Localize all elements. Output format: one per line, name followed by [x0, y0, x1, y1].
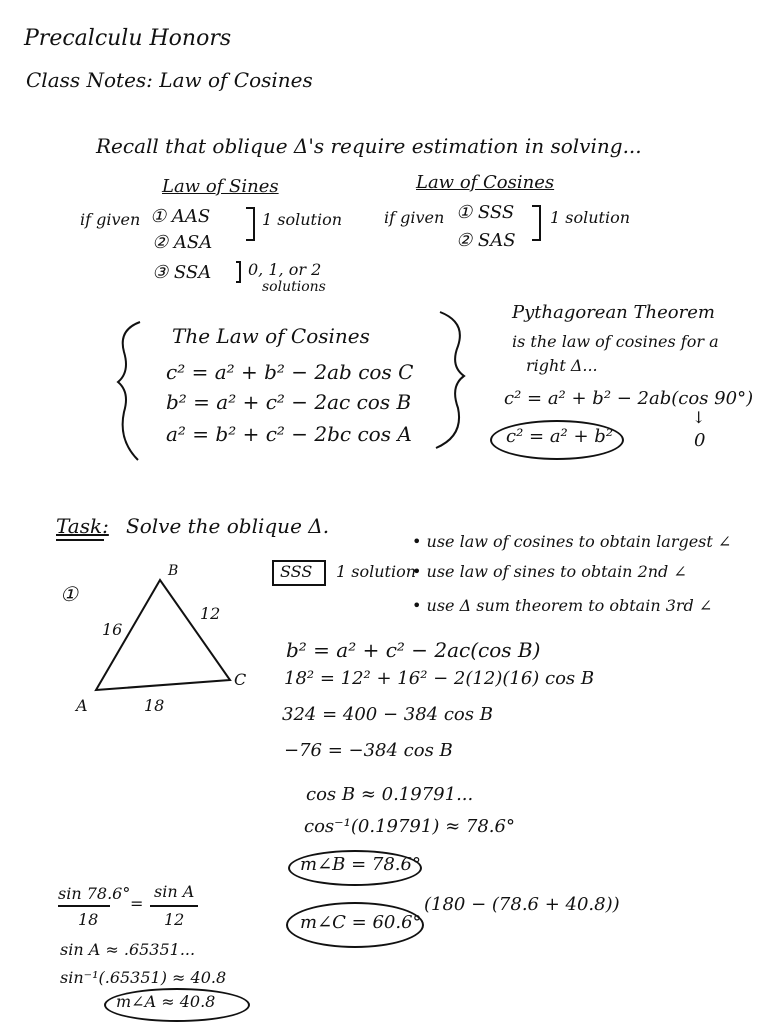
- pythagorean-heading: Pythagorean Theorem: [512, 302, 715, 323]
- vertex-a: A: [76, 696, 88, 715]
- recall-line: Recall that oblique Δ's require estimation in solving...: [96, 134, 642, 158]
- left-brace: [118, 322, 140, 460]
- solution-step-3: 324 = 400 − 384 cos B: [282, 704, 493, 725]
- sines-denominator-right: 12: [164, 910, 185, 929]
- task-text: Solve the oblique Δ.: [126, 514, 330, 538]
- sines-work-line-2: sin A ≈ .65351...: [60, 940, 196, 959]
- sines-equals: =: [130, 894, 144, 913]
- angle-c-result: m∠C = 60.6°: [300, 912, 422, 933]
- right-brace: [436, 312, 464, 448]
- side-ab-label: 16: [102, 620, 123, 639]
- sines-work-line-3: sin⁻¹(.65351) ≈ 40.8: [60, 968, 227, 987]
- sines-bracket: [246, 208, 254, 240]
- solution-step-1: b² = a² + c² − 2ac(cos B): [286, 638, 541, 662]
- sines-one-solution: 1 solution: [262, 210, 343, 229]
- cosines-case-sas: ② SAS: [456, 230, 516, 251]
- cosines-if-given: if given: [384, 208, 445, 227]
- law-of-cosines-heading: Law of Cosines: [416, 172, 555, 193]
- pythagorean-line1: is the law of cosines for a: [512, 332, 719, 351]
- sines-case-asa: ② ASA: [152, 232, 213, 253]
- notes-title: Class Notes: Law of Cosines: [26, 68, 313, 92]
- side-ac-label: 18: [144, 696, 165, 715]
- pythagorean-result: c² = a² + b²: [506, 426, 614, 447]
- side-bc-label: 12: [200, 604, 221, 623]
- pythagorean-equation: c² = a² + b² − 2ab(cos 90°): [504, 388, 754, 409]
- cosines-one-solution: 1 solution: [550, 208, 631, 227]
- sss-one-solution: 1 solution: [336, 562, 417, 581]
- angle-a-result: m∠A ≈ 40.8: [116, 992, 216, 1011]
- task-label: Task:: [56, 514, 109, 538]
- solution-step-5: cos B ≈ 0.19791...: [306, 784, 474, 805]
- pythagorean-line2: right Δ...: [526, 356, 598, 375]
- sines-case-aas: ① AAS: [150, 206, 211, 227]
- ssa-bracket: [236, 262, 240, 282]
- cosines-bracket: [532, 206, 540, 240]
- task-bullet-3: • use Δ sum theorem to obtain 3rd ∠: [412, 596, 713, 615]
- course-title: Precalculu Honors: [24, 26, 232, 51]
- sines-ssa-solutions: solutions: [262, 279, 326, 295]
- sines-if-given: if given: [80, 210, 141, 229]
- sines-numerator-right: sin A: [154, 882, 195, 901]
- sines-denominator-left: 18: [78, 910, 99, 929]
- solution-step-2: 18² = 12² + 16² − 2(12)(16) cos B: [284, 668, 595, 689]
- formula-title: The Law of Cosines: [172, 324, 370, 348]
- task-bullet-2: • use law of sines to obtain 2nd ∠: [412, 562, 687, 581]
- task-marker: ①: [60, 582, 78, 606]
- sines-numerator-left: sin 78.6°: [58, 884, 131, 903]
- angle-c-work: (180 − (78.6 + 40.8)): [424, 894, 620, 915]
- task-bullet-1: • use law of cosines to obtain largest ∠: [412, 532, 732, 551]
- law-of-sines-heading: Law of Sines: [162, 176, 279, 197]
- sines-case-ssa: ③ SSA: [152, 262, 212, 283]
- formula-c: c² = a² + b² − 2ab cos C: [166, 360, 414, 384]
- formula-b: b² = a² + c² − 2ac cos B: [166, 390, 412, 414]
- sines-ssa-result: 0, 1, or 2: [248, 260, 322, 279]
- vertex-b: B: [168, 563, 179, 579]
- solution-step-4: −76 = −384 cos B: [284, 740, 453, 761]
- cos90-zero: 0: [694, 430, 706, 451]
- vertex-c: C: [234, 670, 247, 689]
- sss-box-label: SSS: [280, 562, 313, 581]
- arrow-down-icon: ↓: [692, 408, 706, 427]
- angle-b-result: m∠B = 78.6°: [300, 854, 421, 875]
- cosines-case-sss: ① SSS: [456, 202, 515, 223]
- formula-a: a² = b² + c² − 2bc cos A: [166, 422, 412, 446]
- solution-step-6: cos⁻¹(0.19791) ≈ 78.6°: [304, 816, 515, 837]
